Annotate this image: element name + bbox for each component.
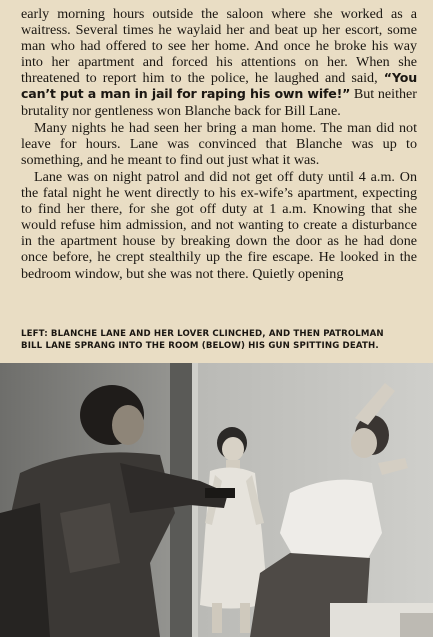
caption-line-1: LEFT: BLANCHE LANE AND HER LOVER CLINCHED, AND THEN PATROLMAN <box>21 329 384 339</box>
photo-caption <box>21 328 421 352</box>
article-body <box>21 6 417 283</box>
article-paragraph-2: Many nights he had seen her bring a man home. The man did not leave for hours. Lane was convinced that Blanche was up to something, and he meant to find out just what it was. <box>21 119 417 168</box>
caption-line-2: BILL LANE SPRANG INTO THE ROOM (BELOW) HIS GUN SPITTING DEATH. <box>21 341 379 351</box>
crime-scene-photo <box>0 363 433 637</box>
article-paragraph-1 <box>21 6 417 119</box>
article-paragraph-3: Lane was on night patrol and did not get off duty until 4 a.m. On the fatal night he went directly to his ex-wife’s apartment, expecting to find her there, for she got off duty at 1 a.m. Knowing that she would refuse him admission, and not wanting to create a disturbance in the apartment house by breaking down the door as he had done once before, he crept stealthily up the fire escape. He looked in the bedroom window, but she was not there. Quietly opening <box>21 168 417 282</box>
paragraph-1-text-before: early morning hours outside the saloon where she worked as a waitress. Several times he waylaid her and beat up her escort, some man who had offered to see her home. And once he broke his way into her apartment and forced his attentions on her. When she threatened to report him to the police, he laughed and said, <box>21 6 417 87</box>
paragraph-1-text-after: But neither brutality nor gentleness won Blanche back for Bill Lane. <box>21 86 418 119</box>
bold-quote: “You can’t put a man in jail for raping his own wife!” <box>21 70 417 102</box>
